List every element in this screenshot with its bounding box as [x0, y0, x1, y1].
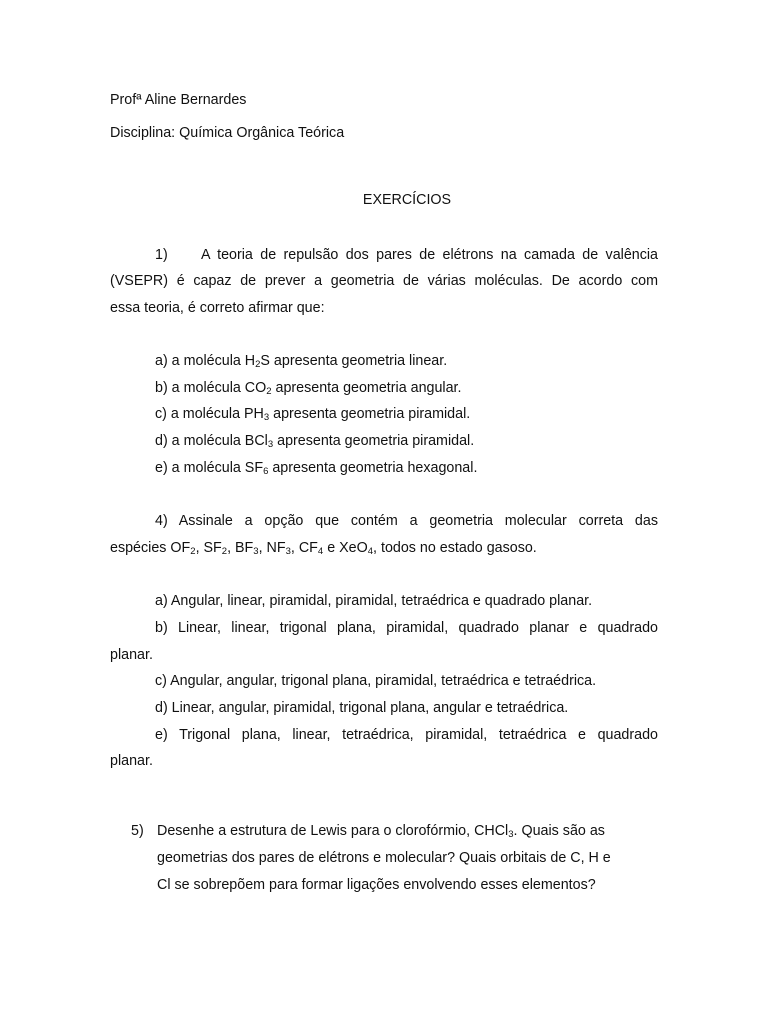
q1-number: 1)	[155, 247, 168, 263]
q4-option-e-line2: planar.	[110, 753, 153, 769]
q4-option-e-line1: e) Trigonal plana, linear, tetraédrica, piramidal, tetraédrica e quadrado	[155, 727, 658, 743]
q4-option-d: d) Linear, angular, piramidal, trigonal plana, angular e tetraédrica.	[155, 700, 569, 716]
q4-option-a: a) Angular, linear, piramidal, piramidal, tetraédrica e quadrado planar.	[155, 593, 593, 609]
q1-option-e: e) a molécula $SF_6$ apresenta geometria hexagonal.	[155, 460, 478, 477]
q4-line2: espécies $OF_2$, $SF_2$, $BF_3$, $NF_3$, $CF_4$ e XeO$_4$, todos no estado gasoso.	[110, 540, 537, 557]
q5-number: 5)	[131, 823, 144, 839]
q5-line1: Desenhe a estrutura de Lewis para o clorofórmio, CHCl$_3$. Quais são as	[157, 823, 605, 840]
q1-text-line3: essa teoria, é correto afirmar que:	[110, 300, 325, 316]
q4-option-c: c) Angular, angular, trigonal plana, piramidal, tetraédrica e tetraédrica.	[155, 673, 597, 689]
discipline-line: Disciplina: Química Orgânica Teórica	[110, 125, 345, 141]
q4-option-b-line2: planar.	[110, 647, 153, 663]
q1-option-a: a) a molécula $H_2S$ apresenta geometria linear.	[155, 353, 448, 370]
q5-line2: geometrias dos pares de elétrons e molecular? Quais orbitais de C, H e	[157, 850, 611, 866]
q5-line3: Cl se sobrepõem para formar ligações envolvendo esses elementos?	[157, 877, 596, 893]
q4-option-b-line1: b) Linear, linear, trigonal plana, piramidal, quadrado planar e quadrado	[155, 620, 658, 636]
q1-text-line2: (VSEPR) é capaz de prever a geometria de várias moléculas. De acordo com	[110, 273, 658, 289]
teacher-name: Profª Aline Bernardes	[110, 92, 247, 108]
q4-line1: 4) Assinale a opção que contém a geometria molecular correta das	[155, 513, 658, 529]
q1-text-line1: A teoria de repulsão dos pares de elétrons na camada de valência	[201, 247, 658, 263]
section-title: EXERCÍCIOS	[362, 192, 452, 208]
q1-option-c: c) a molécula $PH_3$ apresenta geometria piramidal.	[155, 406, 471, 423]
q1-option-d: d) a molécula BCl$_3$ apresenta geometria piramidal.	[155, 433, 475, 450]
q1-option-b: b) a molécula $CO_2$ apresenta geometria angular.	[155, 380, 462, 397]
